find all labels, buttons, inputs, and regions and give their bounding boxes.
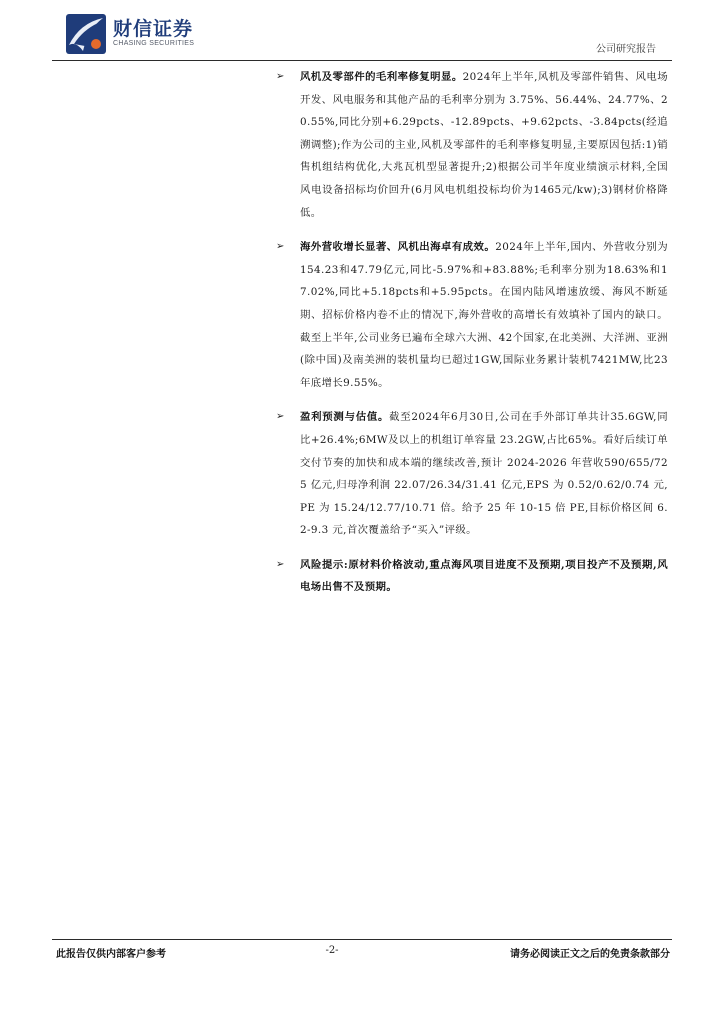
arrow-bullet-icon: ➢ <box>276 558 285 570</box>
paragraph-body: 截至2024年6月30日,公司在手外部订单共计35.6GW,同比+26.4%;6MW及以上的机组订单容量 23.2GW,占比65%。看好后续订单交付节奏的加快和成本端的继续改善,预计 2024-2026 年营收590/655/725 亿元,归母净利润 22.07/26.34/31.41 亿元,EPS 为 0.52/0.62/0.74 元,PE 为 15.24/12.77/10.71 倍。给予 25 年 10-15 倍 PE,目标价格区间 6.2-9.3 元,首次覆盖给予“买入”评级。 <box>300 411 668 537</box>
paragraph <box>300 554 668 599</box>
arrow-bullet-icon: ➢ <box>276 241 285 253</box>
paragraph-heading: 盈利预测与估值。 <box>300 411 390 424</box>
footer-divider <box>52 939 672 940</box>
paragraph <box>300 236 668 394</box>
footer-disclaimer-right: 请务必阅读正文之后的免责条款部分 <box>510 949 670 960</box>
paragraph <box>300 66 668 224</box>
paragraph-body: 2024年上半年,国内、外营收分别为154.23和47.79亿元,同比-5.97%和+83.88%;毛利率分别为18.63%和17.02%,同比+5.18pcts和+5.95pcts。在国内陆风增速放缓、海风不断延期、招标价格内卷不止的情况下,海外营收的高增长有效填补了国内的缺口。截至上半年,公司业务已遍布全球六大洲、42个国家,在北美洲、大洋洲、亚洲(除中国)及南美洲的装机量均已超过1GW,国际业务累计装机7421MW,比23年底增长9.55%。 <box>300 241 669 389</box>
page-header <box>0 0 724 60</box>
paragraph-heading: 风险提示:原材料价格波动,重点海风项目进度不及预期,项目投产不及预期,风电场出售不及预期。 <box>300 558 668 594</box>
footer-disclaimer-left: 此报告仅供内部客户参考 <box>56 949 166 960</box>
bullet-margin-recovery <box>276 66 668 224</box>
arrow-bullet-icon: ➢ <box>276 71 285 82</box>
paragraph-heading: 风机及零部件的毛利率修复明显。 <box>300 71 463 83</box>
header-divider <box>52 60 672 61</box>
bullet-risk-warning <box>276 554 668 599</box>
page-number: -2- <box>325 945 339 956</box>
bullet-overseas-growth <box>276 236 668 394</box>
paragraph <box>300 406 668 542</box>
bullet-profit-forecast <box>276 406 668 542</box>
main-content <box>276 66 668 611</box>
brand-name-english: CHASING SECURITIES <box>113 40 195 47</box>
paragraph-heading: 海外营收增长显著、风机出海卓有成效。 <box>300 241 496 254</box>
company-logo <box>66 14 106 54</box>
paragraph-body: 2024年上半年,风机及零部件销售、风电场开发、风电服务和其他产品的毛利率分别为 3.75%、56.44%、24.77%、20.55%,同比分别+6.29pcts、-12.89pcts、+9.62pcts、-3.84pcts(经追溯调整);作为公司的主业,风机及零部件的毛利率修复明显,主要原因包括:1)销售机组结构优化,大兆瓦机型显著提升;2)根据公司半年度业绩演示材料,全国风电设备招标均价回升(6月风电机组投标均价为1465元/kw);3)钢材价格降低。 <box>300 71 668 219</box>
brand-name: 财信证券 <box>113 18 194 40</box>
report-type-label: 公司研究报告 <box>596 44 656 55</box>
arrow-bullet-icon: ➢ <box>276 411 285 423</box>
